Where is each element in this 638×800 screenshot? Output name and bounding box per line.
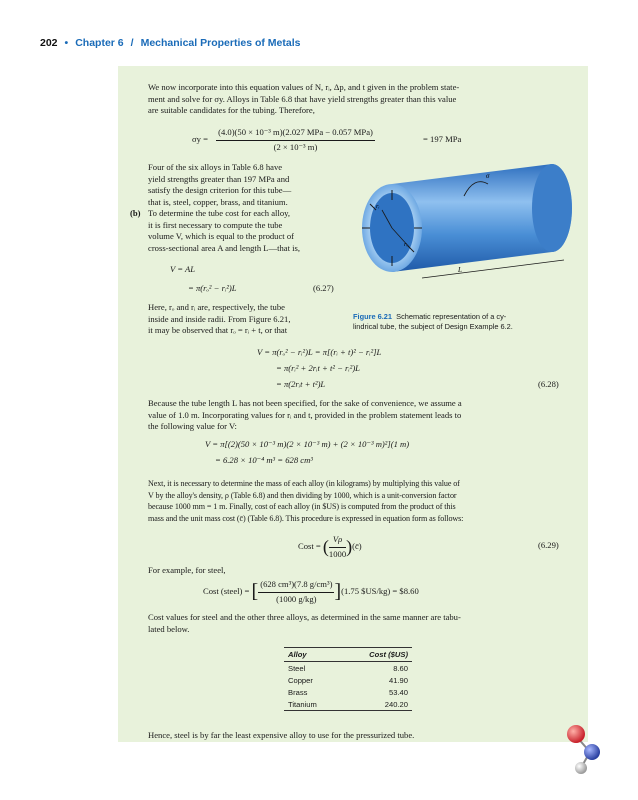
running-header [40, 37, 300, 49]
equation-fraction [329, 534, 346, 560]
text-line: ment and solve for σy. Alloys in Table 6.8 that have yield strengths greater than this value [148, 93, 457, 104]
equation-v-expand: V = π(rₒ² − rᵢ²)L = π[(rᵢ + t)² − rᵢ²]L [257, 347, 382, 357]
tube-figure [352, 160, 582, 300]
unit-cost-term: (c̄) [352, 541, 362, 552]
equation-v-al: V = AL [170, 264, 196, 274]
text-line: mass and the unit mass cost (c̄) (Table 6.8). This procedure is expressed in equation form as follows: [148, 513, 464, 523]
equation-lhs: σy = [192, 134, 208, 145]
text-line: Four of the six alloys in Table 6.8 have [148, 162, 283, 172]
part-b-label: (b) [130, 208, 141, 218]
text-line: that is, steel, copper, brass, and titanium. [148, 196, 288, 207]
equation-rhs: (1.75 $US/kg) = $8.60 [341, 586, 419, 597]
cost-table [284, 647, 412, 711]
column-header-alloy: Alloy [284, 648, 340, 662]
equation-rhs: = 197 MPa [423, 134, 462, 145]
equation-sigma-y [192, 127, 461, 153]
text-line: Cost values for steel and the other three alloys, as determined in the same manner are tabu- [148, 612, 461, 622]
column-header-cost: Cost ($US) [340, 648, 412, 662]
text-line: value of 1.0 m. Incorporating values for rᵢ and t, provided in the problem statement leads to [148, 409, 462, 420]
table-header-row [284, 648, 412, 662]
equation-number-627: (6.27) [313, 283, 334, 293]
text-line: it may be observed that rₒ = rᵢ + t, or that [148, 325, 288, 336]
text-line: Next, it is necessary to determine the mass of each alloy (in kilograms) by multiplying this value of [148, 479, 460, 488]
header-separator: • [64, 37, 69, 49]
text-line: the following value for V: [148, 421, 237, 432]
text-line: We now incorporate into this equation values of N, rᵢ, Δp, and t given in the problem state- [148, 82, 460, 92]
text-line: lated below. [148, 623, 190, 634]
paragraph-part-b [148, 208, 300, 254]
equation-v-expand-2: = π(rᵢ² + 2rᵢt + t² − rᵢ²)L [276, 363, 360, 373]
equation-fraction [216, 127, 375, 153]
page-number: 202 [40, 37, 58, 49]
alloy-cell: Titanium [284, 698, 340, 711]
text-line: are suitable candidates for the tubing. Therefore, [148, 105, 315, 116]
paragraph-cost-method [148, 478, 463, 524]
table-row [284, 662, 412, 675]
figure-caption [353, 312, 513, 332]
paragraph-intro [148, 82, 459, 117]
ro-label: rₒ [404, 241, 409, 248]
red-atom [567, 725, 585, 743]
text-line: cross-sectional area A and length L—that is, [148, 242, 301, 253]
text-line: Here, rₒ and rᵢ are, respectively, the tube [148, 302, 285, 312]
figure-label: Figure 6.21 [353, 312, 393, 321]
text-line: it is first necessary to compute the tube [148, 219, 283, 230]
equation-fraction [258, 579, 334, 605]
table-row [284, 686, 412, 698]
equation-v-simplified: = π(2rᵢt + t²)L [276, 379, 326, 389]
fraction-numerator: (628 cm³)(7.8 g/cm³) [258, 579, 334, 593]
paragraph-candidates [148, 162, 291, 208]
alloy-cell: Copper [288, 675, 313, 685]
cost-cell: 8.60 [393, 663, 408, 673]
chapter-title: Mechanical Properties of Metals [140, 37, 301, 49]
table-row [284, 674, 412, 686]
chapter-label: Chapter 6 [75, 37, 124, 49]
paragraph-radii [148, 302, 291, 337]
cost-cell: 41.90 [388, 675, 408, 685]
equation-v-numeric: V = π[(2)(50 × 10⁻³ m)(2 × 10⁻³ m) + (2 × 10⁻³ m)²](1 m) [205, 439, 410, 449]
equation-v-result: = 6.28 × 10⁻⁴ m³ = 628 cm³ [215, 455, 313, 465]
table-row [284, 698, 412, 711]
paragraph-length [148, 398, 462, 433]
caption-line: lindrical tube, the subject of Design Example 6.2. [353, 322, 513, 331]
alloy-cell: Brass [288, 687, 308, 697]
fraction-numerator: (4.0)(50 × 10⁻³ m)(2.027 MPa − 0.057 MPa) [216, 127, 375, 141]
cost-cell: 53.40 [388, 687, 408, 697]
text-line: yield strengths greater than 197 MPa and [148, 173, 290, 184]
header-slash: / [130, 37, 134, 49]
end-of-example-icon [560, 718, 606, 776]
cost-cell: 240.20 [340, 698, 412, 711]
sigma-label: σ [486, 172, 490, 180]
fraction-numerator: Vρ [329, 534, 346, 548]
equation-lhs: Cost = [298, 541, 321, 552]
equation-cost-steel: Cost (steel) = [ $\frac{\text{(628 cm³)(7.8 g/cm³)}}{(1000 g/kg)}$ ](1.75 $US/kg) = $8.60 [203, 579, 419, 604]
caption-line: Schematic representation of a cy- [396, 312, 507, 321]
paragraph-tabulated [148, 612, 461, 635]
alloy-cell: Steel [288, 663, 306, 673]
text-line: volume V, which is equal to the product of [148, 231, 294, 242]
equation-number-629: (6.29) [538, 540, 559, 550]
paragraph-conclusion: Hence, steel is by far the least expensive alloy to use for the pressurized tube. [148, 730, 415, 740]
fraction-denominator: 1000 [328, 548, 347, 559]
text-line: V by the alloy's density, ρ (Table 6.8) and then dividing by 1000, which is a unit-conversion factor [148, 490, 457, 500]
ri-label: rᵢ [376, 203, 380, 210]
fraction-denominator: (2 × 10⁻³ m) [273, 141, 318, 152]
equation-number-628: (6.28) [538, 379, 559, 389]
fraction-denominator: (1000 g/kg) [276, 593, 317, 604]
text-line: satisfy the design criterion for this tube— [148, 185, 292, 196]
equation-v-radii: = π(rₒ² − rᵢ²)L [188, 283, 237, 293]
paragraph-steel-example: For example, for steel, [148, 565, 226, 575]
equation-lhs: Cost (steel) = [203, 586, 250, 597]
equation-cost: Cost = ( $\frac{V\rho}{1000}$ )(c̄) [298, 534, 362, 559]
text-line: inside and inside radii. From Figure 6.21, [148, 313, 291, 324]
length-label: L [458, 266, 462, 274]
text-line: Because the tube length L has not been specified, for the sake of convenience, we assume a [148, 398, 462, 408]
text-line: because 1000 mm = 1 m. Finally, cost of each alloy (in $US) is computed from the product of this [148, 502, 456, 512]
text-line: To determine the tube cost for each alloy, [148, 208, 291, 218]
gray-atom [575, 762, 587, 774]
blue-atom [584, 744, 600, 760]
